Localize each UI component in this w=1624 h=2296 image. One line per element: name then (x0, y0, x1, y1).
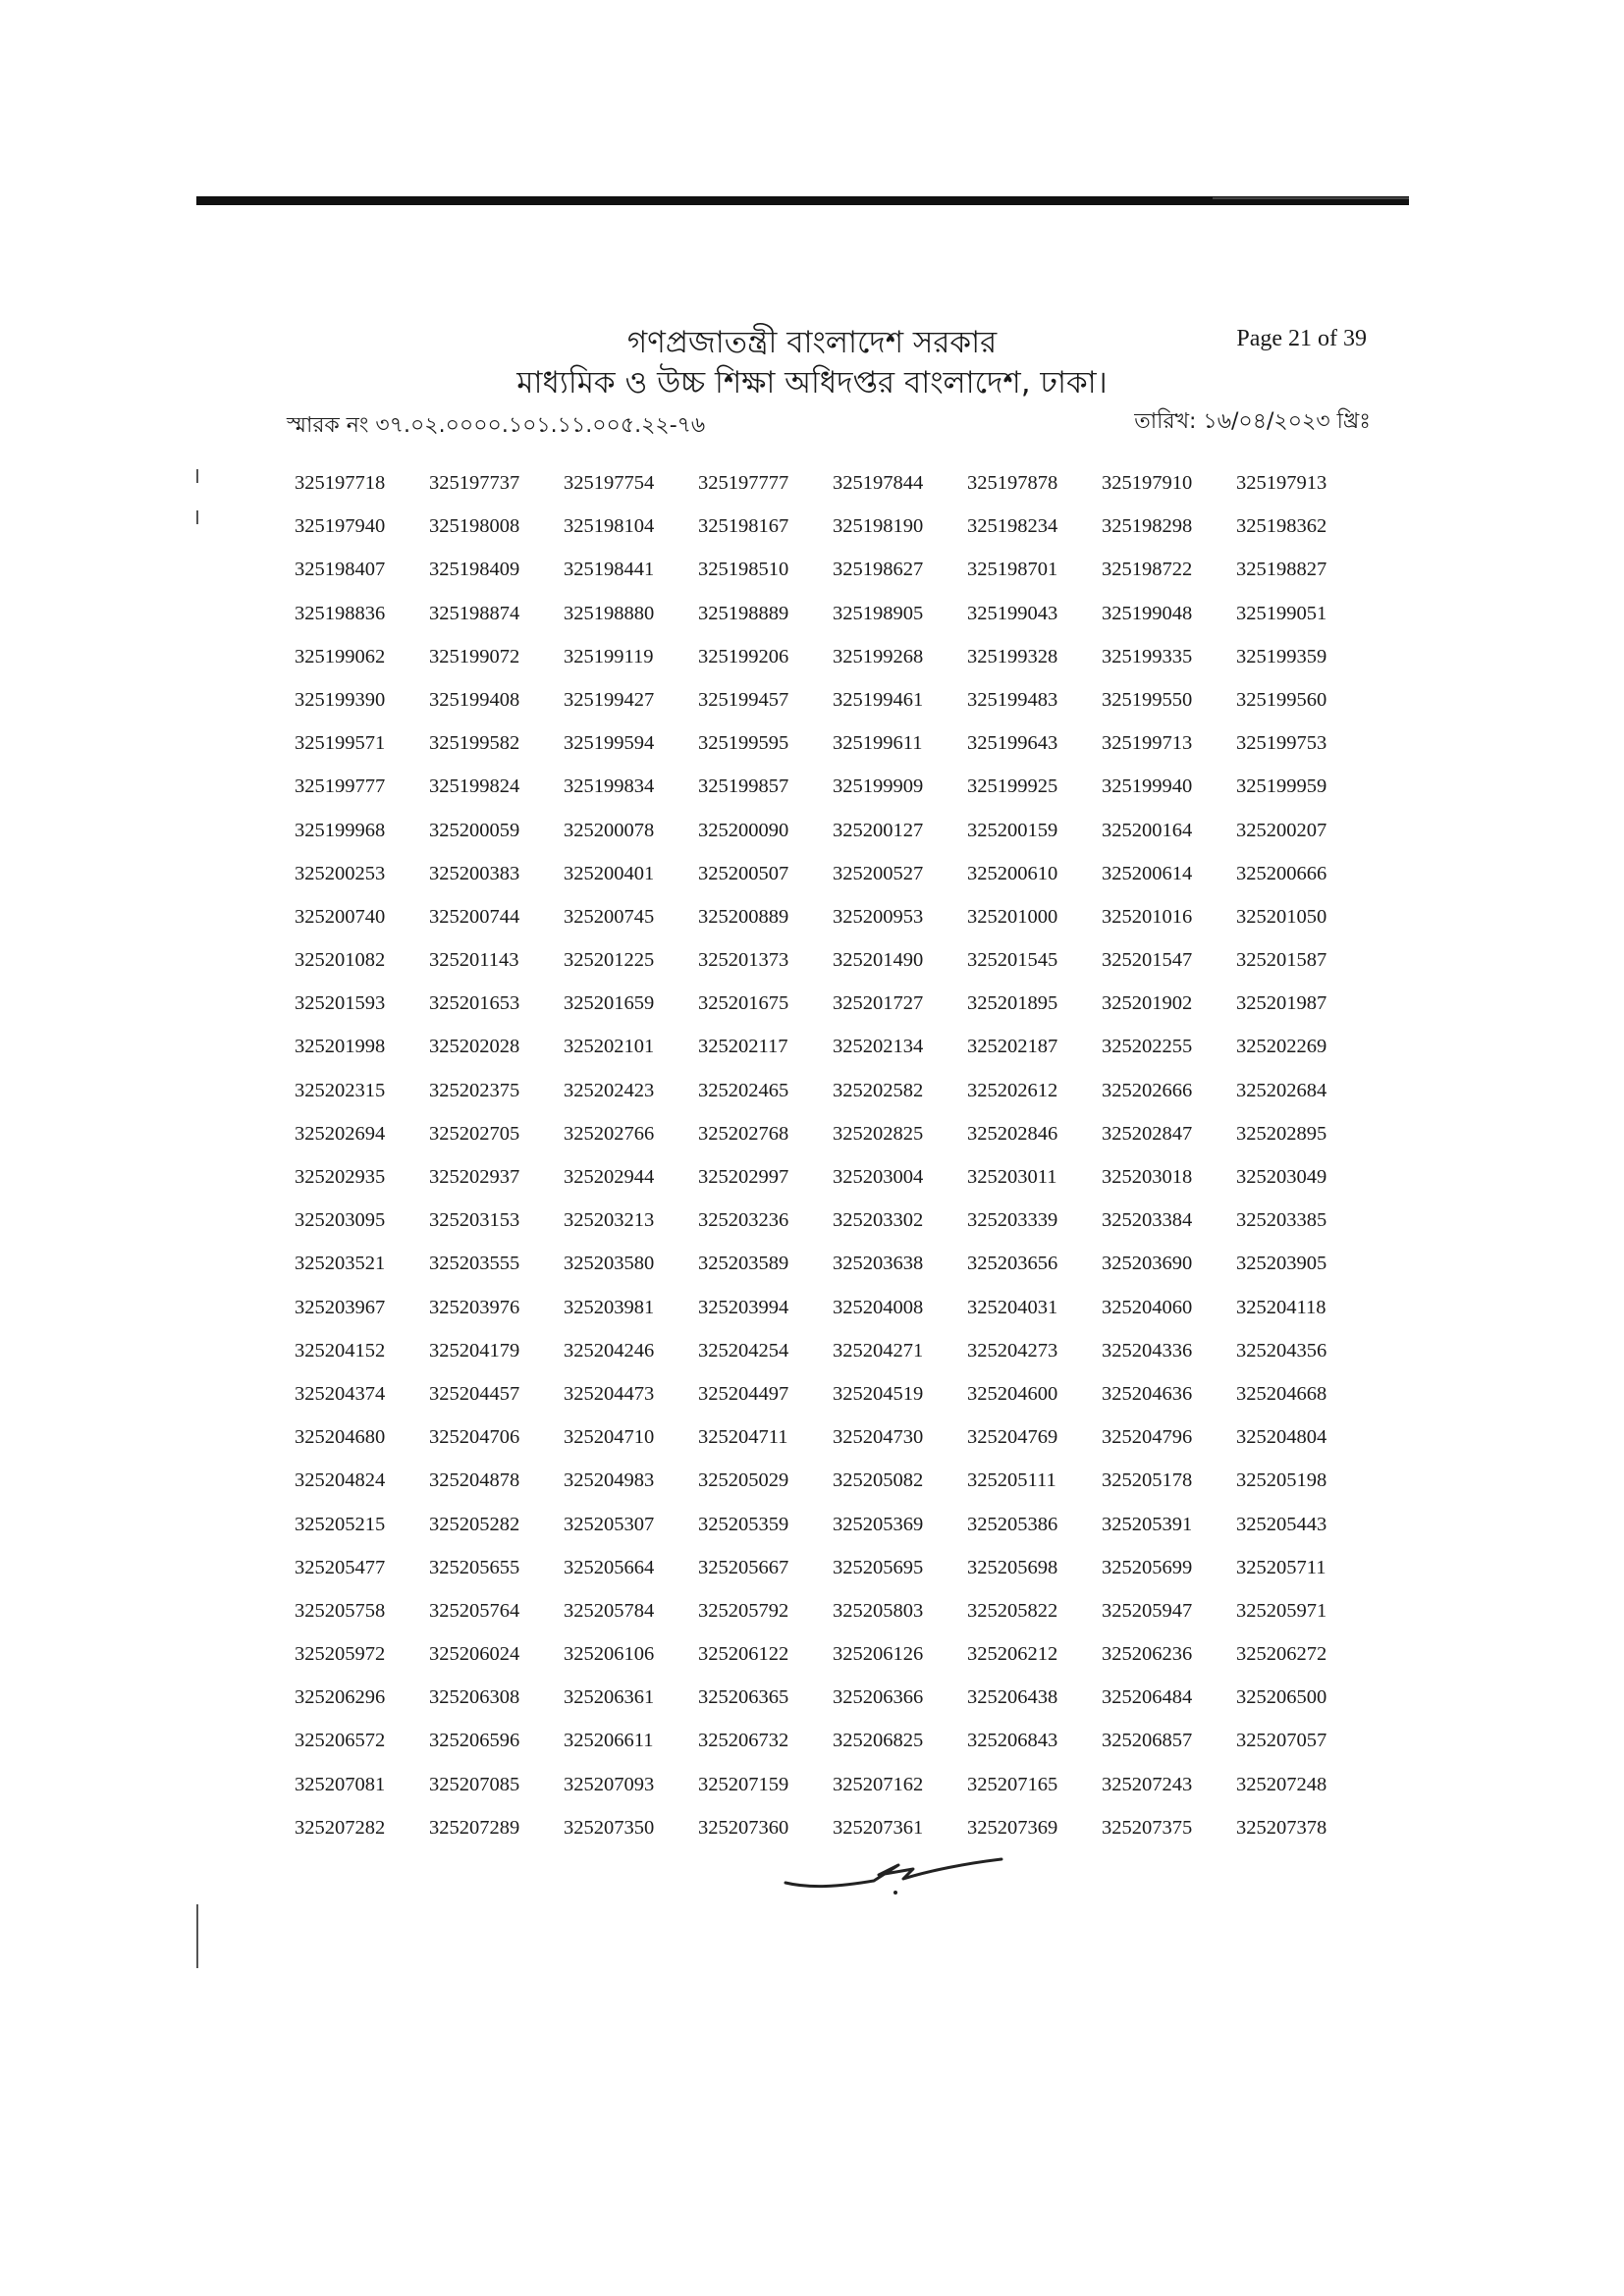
roll-number-cell: 325207085 (429, 1773, 520, 1795)
roll-number-cell: 325204710 (564, 1426, 655, 1449)
roll-number-cell: 325203976 (429, 1296, 520, 1318)
roll-number-cell: 325198298 (1102, 515, 1193, 538)
roll-number-cell: 325199072 (429, 645, 520, 667)
roll-number-cell: 325204711 (698, 1426, 788, 1449)
memo-date: তারিখ: ১৬/০৪/২০২৩ খ্রিঃ (1134, 409, 1371, 434)
roll-number-cell: 325199611 (833, 732, 923, 755)
roll-number-cell: 325205947 (1102, 1599, 1193, 1622)
roll-number-cell: 325204356 (1236, 1339, 1327, 1362)
roll-number-cell: 325202255 (1102, 1036, 1193, 1058)
roll-number-cell: 325198409 (429, 559, 520, 581)
roll-number-cell: 325199560 (1236, 688, 1327, 711)
roll-number-cell: 325200253 (295, 862, 386, 884)
roll-number-cell: 325198874 (429, 602, 520, 624)
roll-number-cell: 325203049 (1236, 1166, 1327, 1188)
roll-number-cell: 325201895 (967, 992, 1058, 1015)
roll-number-cell: 325198407 (295, 559, 386, 581)
roll-number-cell: 325206732 (698, 1730, 789, 1752)
roll-number-cell: 325207081 (295, 1773, 386, 1795)
roll-number-cell: 325204060 (1102, 1296, 1193, 1318)
roll-number-cell: 325206296 (295, 1686, 386, 1709)
roll-number-cell: 325197913 (1236, 472, 1327, 494)
roll-number-cell: 325205664 (564, 1556, 655, 1578)
roll-number-cell: 325203580 (564, 1253, 655, 1275)
roll-number-cell: 325198234 (967, 515, 1058, 538)
roll-number-cell: 325203521 (295, 1253, 386, 1275)
roll-number-cell: 325206484 (1102, 1686, 1193, 1709)
roll-number-cell: 325202997 (698, 1166, 789, 1188)
roll-number-cell: 325205784 (564, 1599, 655, 1622)
roll-number-cell: 325200401 (564, 862, 655, 884)
roll-number-cell: 325199268 (833, 645, 924, 667)
org-subtitle: মাধ্যমিক ও উচ্চ শিক্ষা অধিদপ্তর বাংলাদেশ, ঢাকা। (516, 365, 1108, 400)
roll-number-cell: 325206106 (564, 1643, 655, 1666)
roll-number-cell: 325203555 (429, 1253, 520, 1275)
roll-number-cell: 325201545 (967, 949, 1058, 972)
roll-number-cell: 325199427 (564, 688, 655, 711)
roll-number-cell: 325203384 (1102, 1209, 1193, 1232)
roll-number-cell: 325205198 (1236, 1469, 1327, 1492)
roll-number-cell: 325201675 (698, 992, 789, 1015)
roll-number-cell: 325200744 (429, 905, 520, 928)
roll-number-cell: 325202935 (295, 1166, 386, 1188)
roll-number-cell: 325201902 (1102, 992, 1193, 1015)
roll-number-cell: 325199571 (295, 732, 386, 755)
roll-number-cell: 325204457 (429, 1382, 520, 1405)
roll-number-cell: 325203004 (833, 1166, 924, 1188)
roll-number-cell: 325198362 (1236, 515, 1327, 538)
roll-number-cell: 325204668 (1236, 1382, 1327, 1405)
roll-number-cell: 325201016 (1102, 905, 1193, 928)
roll-number-cell: 325203095 (295, 1209, 386, 1232)
roll-number-cell: 325199925 (967, 775, 1058, 798)
roll-number-cell: 325201373 (698, 949, 789, 972)
roll-number-cell: 325198627 (833, 559, 924, 581)
roll-number-cell: 325198701 (967, 559, 1058, 581)
roll-number-cell: 325204497 (698, 1382, 789, 1405)
roll-number-cell: 325203967 (295, 1296, 386, 1318)
roll-number-cell: 325197737 (429, 472, 520, 494)
roll-number-cell: 325206272 (1236, 1643, 1327, 1666)
roll-number-cell: 325205803 (833, 1599, 924, 1622)
roll-number-cell: 325199119 (564, 645, 654, 667)
roll-number-cell: 325200207 (1236, 819, 1327, 841)
roll-number-cell: 325201998 (295, 1036, 386, 1058)
roll-number-cell: 325205178 (1102, 1469, 1193, 1492)
roll-number-cell: 325204152 (295, 1339, 386, 1362)
roll-number-cell: 325205764 (429, 1599, 520, 1622)
roll-number-cell: 325205082 (833, 1469, 924, 1492)
roll-number-cell: 325202937 (429, 1166, 520, 1188)
roll-number-cell: 325199777 (295, 775, 386, 798)
roll-number-cell: 325201987 (1236, 992, 1327, 1015)
roll-number-cell: 325204031 (967, 1296, 1058, 1318)
roll-number-cell: 325202705 (429, 1122, 520, 1145)
roll-number-cell: 325205282 (429, 1513, 520, 1535)
roll-number-cell: 325199206 (698, 645, 789, 667)
roll-number-cell: 325198190 (833, 515, 924, 538)
roll-number-cell: 325202694 (295, 1122, 386, 1145)
roll-number-cell: 325200078 (564, 819, 655, 841)
roll-number-cell: 325202117 (698, 1036, 788, 1058)
roll-number-cell: 325198836 (295, 602, 386, 624)
roll-number-cell: 325199713 (1102, 732, 1193, 755)
roll-number-cell: 325200666 (1236, 862, 1327, 884)
roll-number-cell: 325199595 (698, 732, 789, 755)
roll-number-cell: 325198008 (429, 515, 520, 538)
roll-number-cell: 325206361 (564, 1686, 655, 1709)
roll-number-cell: 325207378 (1236, 1816, 1327, 1839)
roll-number-cell: 325199643 (967, 732, 1058, 755)
roll-number-cell: 325205758 (295, 1599, 386, 1622)
roll-number-cell: 325205972 (295, 1643, 386, 1666)
roll-number-cell: 325200159 (967, 819, 1058, 841)
roll-number-cell: 325203656 (967, 1253, 1058, 1275)
roll-number-cell: 325204273 (967, 1339, 1058, 1362)
roll-number-cell: 325206857 (1102, 1730, 1193, 1752)
roll-number-cell: 325202375 (429, 1079, 520, 1101)
roll-number-cell: 325197910 (1102, 472, 1193, 494)
roll-number-cell: 325203589 (698, 1253, 789, 1275)
roll-number-cell: 325202187 (967, 1036, 1058, 1058)
roll-number-cell: 325200507 (698, 862, 789, 884)
margin-mark (196, 1904, 198, 1968)
roll-number-cell: 325202465 (698, 1079, 789, 1101)
roll-number-cell: 325203981 (564, 1296, 655, 1318)
roll-number-cell: 325206596 (429, 1730, 520, 1752)
roll-number-cell: 325202101 (564, 1036, 655, 1058)
roll-number-cell: 325201653 (429, 992, 520, 1015)
roll-number-cell: 325201727 (833, 992, 924, 1015)
roll-number-cell: 325199968 (295, 819, 386, 841)
roll-number-cell: 325204730 (833, 1426, 924, 1449)
roll-number-cell: 325204254 (698, 1339, 789, 1362)
roll-number-cell: 325207369 (967, 1816, 1058, 1839)
roll-number-cell: 325202825 (833, 1122, 924, 1145)
roll-number-cell: 325199408 (429, 688, 520, 711)
roll-number-cell: 325204246 (564, 1339, 655, 1362)
roll-number-cell: 325201000 (967, 905, 1058, 928)
roll-number-cell: 325202944 (564, 1166, 655, 1188)
roll-number-cell: 325199359 (1236, 645, 1327, 667)
roll-number-cell: 325204824 (295, 1469, 386, 1492)
roll-number-cell: 325202134 (833, 1036, 924, 1058)
roll-number-cell: 325199043 (967, 602, 1058, 624)
roll-number-cell: 325202895 (1236, 1122, 1327, 1145)
roll-number-cell: 325198510 (698, 559, 789, 581)
roll-number-cell: 325199753 (1236, 732, 1327, 755)
roll-number-cell: 325203339 (967, 1209, 1058, 1232)
roll-number-cell: 325197718 (295, 472, 386, 494)
roll-number-cell: 325204179 (429, 1339, 520, 1362)
roll-number-cell: 325204804 (1236, 1426, 1327, 1449)
roll-number-cell: 325199550 (1102, 688, 1193, 711)
roll-number-cell: 325200740 (295, 905, 386, 928)
roll-number-cell: 325205695 (833, 1556, 924, 1578)
roll-number-cell: 325199483 (967, 688, 1058, 711)
roll-number-cell: 325202582 (833, 1079, 924, 1101)
roll-number-cell: 325206236 (1102, 1643, 1193, 1666)
roll-number-cell: 325198722 (1102, 559, 1193, 581)
roll-number-cell: 325205822 (967, 1599, 1058, 1622)
roll-number-cell: 325205369 (833, 1513, 924, 1535)
roll-number-cell: 325197844 (833, 472, 924, 494)
roll-number-cell: 325205307 (564, 1513, 655, 1535)
roll-number-cell: 325207361 (833, 1816, 924, 1839)
roll-number-cell: 325204473 (564, 1382, 655, 1405)
roll-number-cell: 325199048 (1102, 602, 1193, 624)
roll-number-cell: 325203011 (967, 1166, 1057, 1188)
roll-number-cell: 325201050 (1236, 905, 1327, 928)
roll-number-cell: 325201143 (429, 949, 519, 972)
roll-number-cell: 325207360 (698, 1816, 789, 1839)
roll-number-cell: 325198827 (1236, 559, 1327, 581)
roll-number-cell: 325200164 (1102, 819, 1193, 841)
roll-number-cell: 325207057 (1236, 1730, 1327, 1752)
roll-number-cell: 325205477 (295, 1556, 386, 1578)
roll-number-cell: 325197878 (967, 472, 1058, 494)
roll-number-cell: 325206212 (967, 1643, 1058, 1666)
roll-number-cell: 325205391 (1102, 1513, 1193, 1535)
roll-number-cell: 325206572 (295, 1730, 386, 1752)
roll-number-cell: 325202612 (967, 1079, 1058, 1101)
roll-number-cell: 325199582 (429, 732, 520, 755)
roll-number-cell: 325201593 (295, 992, 386, 1015)
roll-number-cell: 325204271 (833, 1339, 924, 1362)
roll-number-cell: 325201547 (1102, 949, 1193, 972)
roll-number-cell: 325205443 (1236, 1513, 1327, 1535)
roll-number-cell: 325201587 (1236, 949, 1327, 972)
roll-number-cell: 325203302 (833, 1209, 924, 1232)
roll-number-cell: 325206126 (833, 1643, 924, 1666)
roll-number-cell: 325201225 (564, 949, 655, 972)
roll-number-cell: 325199594 (564, 732, 655, 755)
roll-number-cell: 325204118 (1236, 1296, 1326, 1318)
roll-number-cell: 325205215 (295, 1513, 386, 1535)
roll-number-cell: 325205971 (1236, 1599, 1327, 1622)
roll-number-cell: 325204680 (295, 1426, 386, 1449)
roll-number-cell: 325202768 (698, 1122, 789, 1145)
roll-number-cell: 325207162 (833, 1773, 924, 1795)
roll-number-cell: 325203213 (564, 1209, 655, 1232)
roll-number-cell: 325200090 (698, 819, 789, 841)
signature (781, 1845, 1006, 1899)
roll-number-cell: 325199857 (698, 775, 789, 798)
roll-number-cell: 325198905 (833, 602, 924, 624)
roll-number-cell: 325203638 (833, 1253, 924, 1275)
roll-number-cell: 325199834 (564, 775, 655, 798)
roll-number-cell: 325204983 (564, 1469, 655, 1492)
roll-number-cell: 325198880 (564, 602, 655, 624)
roll-number-cell: 325205711 (1236, 1556, 1326, 1578)
roll-number-cell: 325201082 (295, 949, 386, 972)
roll-number-cell: 325207093 (564, 1773, 655, 1795)
roll-number-cell: 325207165 (967, 1773, 1058, 1795)
roll-number-cell: 325199335 (1102, 645, 1193, 667)
roll-number-cell: 325199461 (833, 688, 924, 711)
roll-number-cell: 325202846 (967, 1122, 1058, 1145)
roll-number-cell: 325199959 (1236, 775, 1327, 798)
roll-number-cell: 325204706 (429, 1426, 520, 1449)
roll-number-cell: 325205029 (698, 1469, 789, 1492)
roll-number-cell: 325199909 (833, 775, 924, 798)
roll-number-cell: 325198167 (698, 515, 789, 538)
roll-number-cell: 325204878 (429, 1469, 520, 1492)
roll-number-cell: 325205699 (1102, 1556, 1193, 1578)
roll-number-cell: 325199328 (967, 645, 1058, 667)
roll-number-cell: 325207282 (295, 1816, 386, 1839)
roll-number-cell: 325200383 (429, 862, 520, 884)
roll-number-cell: 325200889 (698, 905, 789, 928)
roll-number-cell: 325201490 (833, 949, 924, 972)
roll-number-cell: 325199940 (1102, 775, 1193, 798)
margin-mark (196, 510, 198, 524)
roll-number-cell: 325206843 (967, 1730, 1058, 1752)
org-title: গণপ্রজাতন্ত্রী বাংলাদেশ সরকার (626, 325, 998, 360)
roll-number-cell: 325202684 (1236, 1079, 1327, 1101)
roll-number-cell: 325199051 (1236, 602, 1327, 624)
memo-number: স্মারক নং ৩৭.০২.০০০০.১০১.১১.০০৫.২২-৭৬ (287, 413, 706, 438)
roll-number-cell: 325202315 (295, 1079, 386, 1101)
roll-number-cell: 325200745 (564, 905, 655, 928)
roll-number-cell: 325203153 (429, 1209, 520, 1232)
roll-number-cell: 325207243 (1102, 1773, 1193, 1795)
page-number: Page 21 of 39 (1236, 326, 1367, 351)
roll-number-cell: 325198441 (564, 559, 655, 581)
roll-number-cell: 325202666 (1102, 1079, 1193, 1101)
roll-number-cell: 325203385 (1236, 1209, 1327, 1232)
roll-number-cell: 325202269 (1236, 1036, 1327, 1058)
roll-number-cell: 325204636 (1102, 1382, 1193, 1405)
roll-number-cell: 325206024 (429, 1643, 520, 1666)
roll-number-cell: 325203690 (1102, 1253, 1193, 1275)
roll-number-cell: 325197754 (564, 472, 655, 494)
roll-number-cell: 325201659 (564, 992, 655, 1015)
roll-number-cell: 325200527 (833, 862, 924, 884)
roll-number-cell: 325207350 (564, 1816, 655, 1839)
roll-number-cell: 325206500 (1236, 1686, 1327, 1709)
roll-number-cell: 325207289 (429, 1816, 520, 1839)
roll-number-cell: 325207375 (1102, 1816, 1193, 1839)
roll-number-cell: 325205655 (429, 1556, 520, 1578)
roll-number-cell: 325198889 (698, 602, 789, 624)
roll-number-cell: 325206366 (833, 1686, 924, 1709)
roll-number-cell: 325197777 (698, 472, 789, 494)
roll-number-cell: 325199390 (295, 688, 386, 711)
roll-number-cell: 325207248 (1236, 1773, 1327, 1795)
roll-number-cell: 325202423 (564, 1079, 655, 1101)
roll-number-cell: 325200614 (1102, 862, 1193, 884)
margin-mark (196, 469, 198, 483)
roll-number-cell: 325207159 (698, 1773, 789, 1795)
roll-number-cell: 325206438 (967, 1686, 1058, 1709)
roll-number-cell: 325206308 (429, 1686, 520, 1709)
roll-number-cell: 325205386 (967, 1513, 1058, 1535)
roll-number-cell: 325206122 (698, 1643, 789, 1666)
roll-number-cell: 325200953 (833, 905, 924, 928)
roll-number-cell: 325204796 (1102, 1426, 1193, 1449)
roll-number-cell: 325204374 (295, 1382, 386, 1405)
roll-number-cell: 325204600 (967, 1382, 1058, 1405)
roll-number-cell: 325205698 (967, 1556, 1058, 1578)
roll-number-cell: 325200127 (833, 819, 924, 841)
roll-number-cell: 325202766 (564, 1122, 655, 1145)
roll-number-cell: 325203905 (1236, 1253, 1327, 1275)
roll-number-cell: 325204336 (1102, 1339, 1193, 1362)
roll-number-cell: 325206365 (698, 1686, 789, 1709)
roll-number-cell: 325204769 (967, 1426, 1058, 1449)
roll-number-cell: 325198104 (564, 515, 655, 538)
roll-number-cell: 325205667 (698, 1556, 789, 1578)
roll-number-cell: 325204008 (833, 1296, 924, 1318)
roll-number-cell: 325206611 (564, 1730, 654, 1752)
roll-number-cell: 325200610 (967, 862, 1058, 884)
roll-number-cell: 325199062 (295, 645, 386, 667)
roll-number-cell: 325202847 (1102, 1122, 1193, 1145)
roll-number-cell: 325206825 (833, 1730, 924, 1752)
roll-number-cell: 325204519 (833, 1382, 924, 1405)
roll-number-cell: 325202028 (429, 1036, 520, 1058)
roll-number-cell: 325205111 (967, 1469, 1056, 1492)
roll-number-cell: 325199457 (698, 688, 789, 711)
top-rule-tail (1213, 197, 1409, 199)
roll-number-cell: 325205792 (698, 1599, 789, 1622)
roll-number-cell: 325203018 (1102, 1166, 1193, 1188)
roll-number-cell: 325203994 (698, 1296, 789, 1318)
roll-number-cell: 325200059 (429, 819, 520, 841)
roll-number-grid (295, 461, 1375, 1849)
roll-number-cell: 325205359 (698, 1513, 789, 1535)
roll-number-cell: 325203236 (698, 1209, 789, 1232)
roll-number-cell: 325199824 (429, 775, 520, 798)
roll-number-cell: 325197940 (295, 515, 386, 538)
